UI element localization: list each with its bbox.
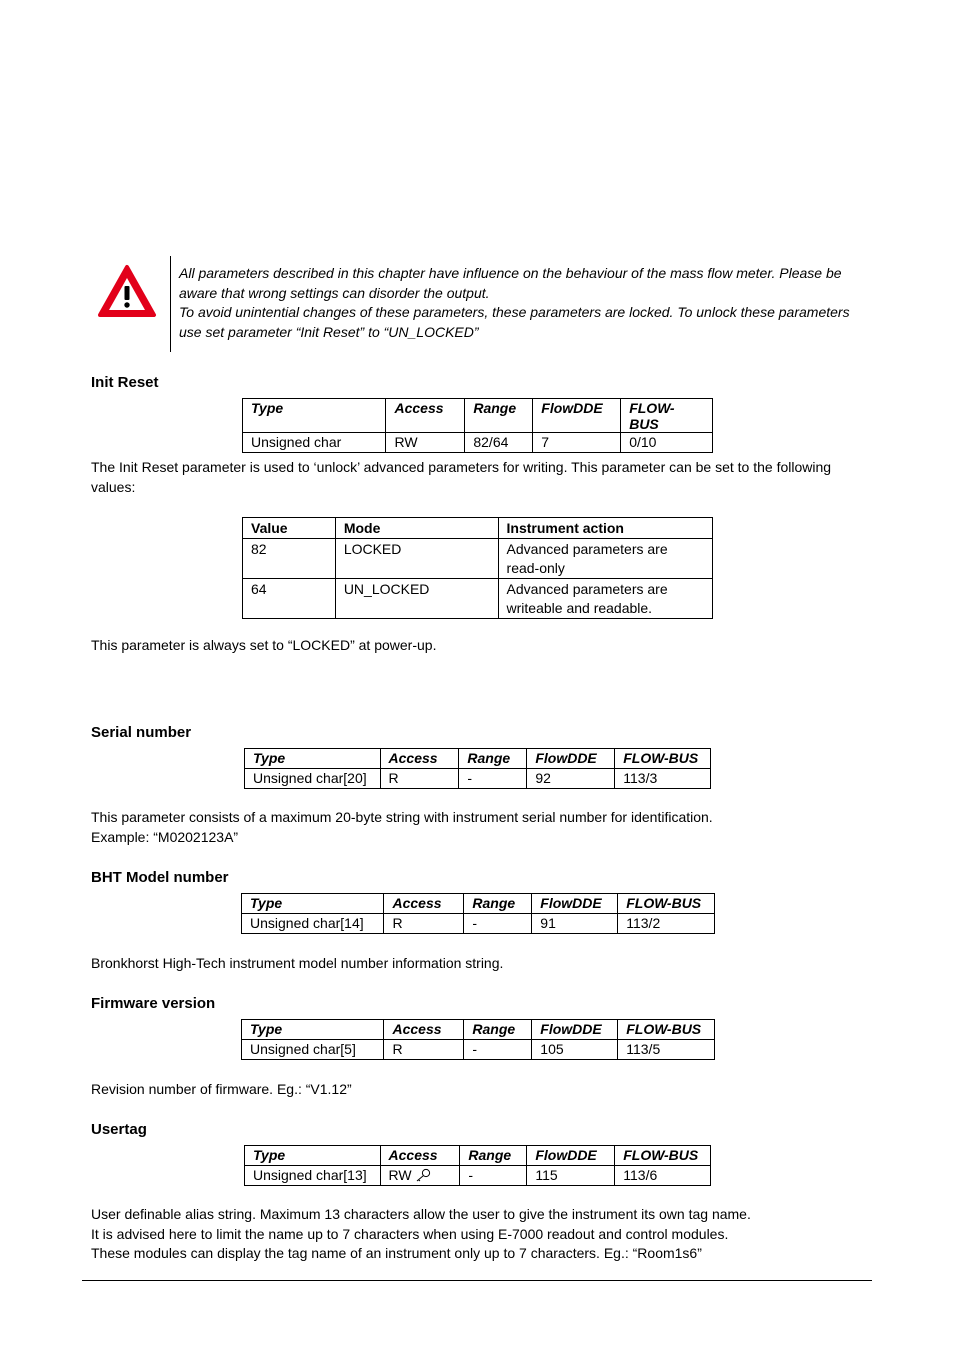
- cell-flowbus: 113/5: [618, 1040, 715, 1060]
- cell-flowdde: 7: [533, 433, 621, 453]
- warning-line-2: To avoid unintential changes of these parameters, these parameters are locked. To unlock these parameters use set parameter “Init Reset” to “UN_LOCKED”: [179, 304, 850, 340]
- header-flowbus: FLOW-BUS: [615, 749, 711, 769]
- table-row: [243, 539, 713, 579]
- key-icon: [415, 1168, 431, 1185]
- table-row: [242, 914, 715, 934]
- cell-range: -: [464, 914, 532, 934]
- cell-access: R: [384, 1040, 464, 1060]
- section-title-firmware-version: Firmware version: [91, 995, 216, 1012]
- serial-number-description-2: Example: “M0202123A”: [91, 829, 239, 845]
- header-flowbus: FLOW-BUS: [615, 1146, 711, 1166]
- warning-line-1: All parameters described in this chapter have influence on the behaviour of the mass flow meter. Please be aware that wrong settings can disorder the output.: [179, 265, 842, 301]
- header-value: Value: [243, 518, 336, 539]
- header-access: Access: [384, 894, 464, 914]
- header-access: Access: [384, 1020, 464, 1040]
- cell-mode: LOCKED: [335, 539, 498, 579]
- header-flowbus: FLOW-BUS: [621, 399, 713, 433]
- section-title-usertag: Usertag: [91, 1121, 147, 1138]
- serial-number-description-1: This parameter consists of a maximum 20-byte string with instrument serial number for identification.: [91, 809, 713, 825]
- cell-value: 82: [243, 539, 336, 579]
- cell-value: 64: [243, 579, 336, 619]
- cell-action: Advanced parameters are writeable and readable.: [498, 579, 712, 619]
- header-range: Range: [465, 399, 533, 433]
- table-row: [242, 1040, 715, 1060]
- cell-flowbus: 113/6: [615, 1166, 711, 1186]
- cell-mode: UN_LOCKED: [335, 579, 498, 619]
- header-flowbus: FLOW-BUS: [618, 1020, 715, 1040]
- header-type: Type: [242, 1020, 384, 1040]
- serial-number-param-table: [244, 748, 711, 789]
- firmware-description: Revision number of firmware. Eg.: “V1.12”: [91, 1081, 352, 1097]
- cell-range: -: [460, 1166, 527, 1186]
- header-flowdde: FlowDDE: [533, 399, 621, 433]
- header-flowdde: FlowDDE: [532, 1020, 618, 1040]
- warning-text: [179, 264, 869, 342]
- init-reset-description: The Init Reset parameter is used to ‘unlock’ advanced parameters for writing. This parameter can be set to the following values:: [91, 459, 832, 495]
- init-reset-note: This parameter is always set to “LOCKED” at power-up.: [91, 637, 437, 653]
- cell-access-text: RW: [388, 1167, 412, 1183]
- header-flowdde: FlowDDE: [527, 1146, 615, 1166]
- header-access: Access: [386, 399, 465, 433]
- usertag-description-3: These modules can display the tag name of an instrument only up to 7 characters. Eg.: “Room1s6”: [91, 1245, 702, 1261]
- cell-access: [380, 1166, 460, 1186]
- cell-flowdde: 92: [527, 769, 615, 789]
- cell-range: -: [459, 769, 527, 789]
- cell-type: Unsigned char[13]: [245, 1166, 381, 1186]
- header-flowdde: FlowDDE: [527, 749, 615, 769]
- table-row: [245, 1166, 711, 1186]
- section-title-serial-number: Serial number: [91, 724, 192, 741]
- table-row: [245, 769, 711, 789]
- bht-model-param-table: [241, 893, 715, 934]
- header-instrument-action: Instrument action: [498, 518, 712, 539]
- header-type: Type: [245, 749, 381, 769]
- cell-flowbus: 113/3: [615, 769, 711, 789]
- cell-type: Unsigned char: [243, 433, 386, 453]
- bht-model-description: Bronkhorst High-Tech instrument model number information string.: [91, 955, 504, 971]
- usertag-description-2: It is advised here to limit the name up to 7 characters when using E-7000 readout and control modules.: [91, 1226, 729, 1242]
- init-reset-values-table: [242, 517, 713, 619]
- footer-rule: [82, 1280, 872, 1281]
- cell-type: Unsigned char[20]: [245, 769, 381, 789]
- cell-action: Advanced parameters are read-only: [498, 539, 712, 579]
- header-type: Type: [243, 399, 386, 433]
- cell-flowbus: 0/10: [621, 433, 713, 453]
- cell-type: Unsigned char[14]: [242, 914, 384, 934]
- warning-divider: [170, 256, 171, 352]
- cell-range: 82/64: [465, 433, 533, 453]
- warning-triangle-icon: [97, 264, 157, 318]
- header-range: Range: [460, 1146, 527, 1166]
- cell-range: -: [464, 1040, 532, 1060]
- cell-type: Unsigned char[5]: [242, 1040, 384, 1060]
- header-access: Access: [380, 749, 459, 769]
- header-range: Range: [464, 1020, 532, 1040]
- header-access: Access: [380, 1146, 460, 1166]
- init-reset-param-table: [242, 398, 713, 453]
- usertag-param-table: [244, 1145, 711, 1186]
- section-title-init-reset: Init Reset: [91, 374, 159, 391]
- table-row: [243, 579, 713, 619]
- cell-flowdde: 105: [532, 1040, 618, 1060]
- section-title-bht-model-number: BHT Model number: [91, 869, 229, 886]
- cell-access: R: [384, 914, 464, 934]
- header-type: Type: [242, 894, 384, 914]
- cell-access: R: [380, 769, 459, 789]
- cell-access: RW: [386, 433, 465, 453]
- table-row: [243, 433, 713, 453]
- header-range: Range: [464, 894, 532, 914]
- header-flowbus: FLOW-BUS: [618, 894, 715, 914]
- cell-flowdde: 115: [527, 1166, 615, 1186]
- header-type: Type: [245, 1146, 381, 1166]
- cell-flowdde: 91: [532, 914, 618, 934]
- header-range: Range: [459, 749, 527, 769]
- header-mode: Mode: [335, 518, 498, 539]
- cell-flowbus: 113/2: [618, 914, 715, 934]
- usertag-description-1: User definable alias string. Maximum 13 characters allow the user to give the instrument its own tag name.: [91, 1206, 751, 1222]
- header-flowdde: FlowDDE: [532, 894, 618, 914]
- firmware-param-table: [241, 1019, 715, 1060]
